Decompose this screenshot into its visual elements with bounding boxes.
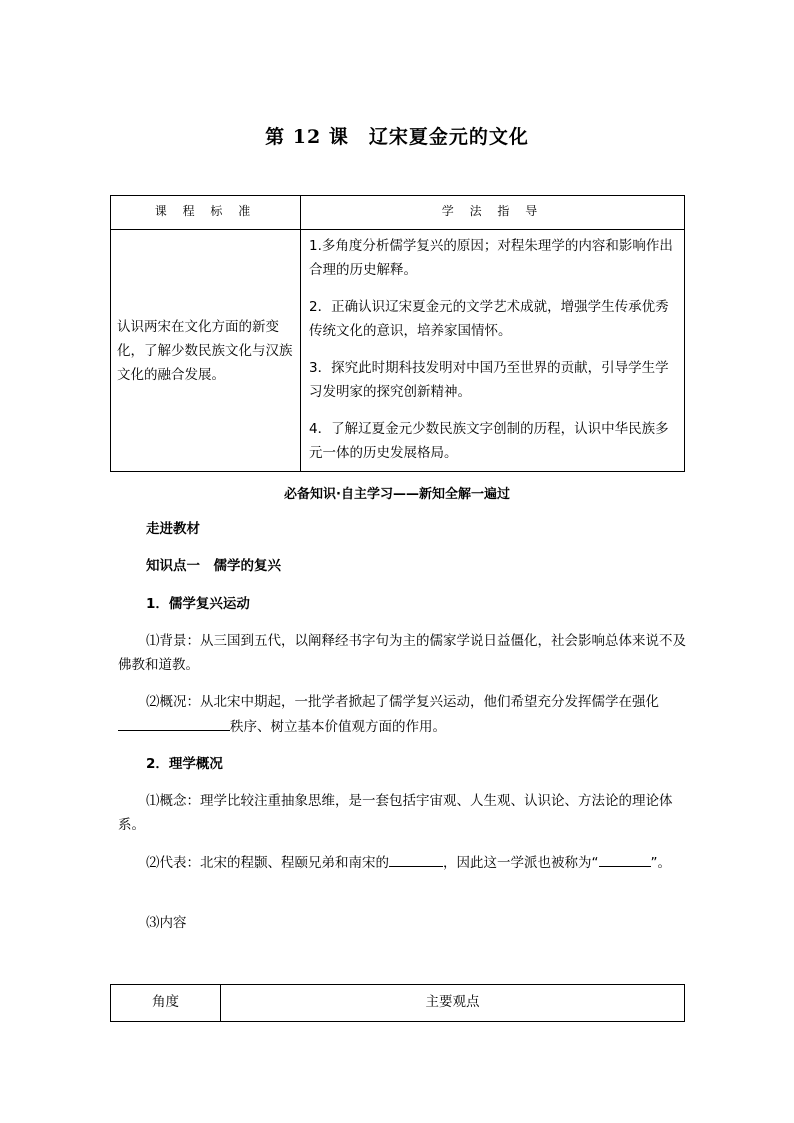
item-content-label: ⑶内容 [146, 915, 187, 931]
study-guide-item: 4．了解辽夏金元少数民族文字创制的历程，认识中华民族多元一体的历史发展格局。 [309, 421, 669, 461]
item-neo-confucianism: 2．理学概况 [146, 756, 223, 772]
paragraph-representatives [118, 850, 686, 875]
header-curriculum-standard: 课 程 标 准 [111, 196, 301, 230]
lesson-title: 第 12 课 辽宋夏金元的文化 [265, 126, 529, 148]
study-guide-item: 2．正确认识辽宋夏金元的文学艺术成就，增强学生传承优秀传统文化的意识，培养家国情怀。 [309, 299, 669, 339]
fill-in-blank[interactable] [389, 850, 443, 867]
paragraph-background: ⑴背景：从三国到五代，以阐释经书字句为主的儒家学说日益僵化，社会影响总体来说不及佛教和道教。 [118, 633, 686, 673]
section-heading: 必备知识·自主学习——新知全解一遍过 [284, 487, 510, 502]
item-revival-movement: 1．儒学复兴运动 [146, 596, 250, 612]
representatives-text-end: ”。 [650, 855, 671, 871]
study-guide-item: 3．探究此时期科技发明对中国乃至世界的贡献，引导学生学习发明家的探究创新精神。 [309, 360, 669, 400]
representatives-text-mid: ，因此这一学派也被称为 [443, 855, 592, 871]
knowledge-point-heading: 知识点一 儒学的复兴 [146, 558, 281, 574]
study-guide-item: 1.多角度分析儒学复兴的原因；对程朱理学的内容和影响作出合理的历史解释。 [309, 238, 673, 278]
curriculum-standards-table [110, 195, 685, 472]
paragraph-concept: ⑴概念：理学比较注重抽象思维，是一套包括宇宙观、人生观、认识论、方法论的理论体系。 [118, 793, 673, 833]
open-quote: “ [591, 855, 599, 871]
overview-text-start: ⑵概况：从北宋中期起，一批学者掀起了儒学复兴运动，他们希望充分发挥儒学在强化 [146, 694, 659, 710]
fill-in-blank[interactable] [118, 714, 230, 731]
viewpoints-table [110, 984, 685, 1022]
column-header-main-viewpoints: 主要观点 [221, 985, 685, 1022]
paragraph-overview [118, 690, 686, 739]
column-header-angle: 角度 [111, 985, 221, 1022]
fill-in-blank[interactable] [599, 850, 651, 867]
curriculum-standard-text: 认识两宋在文化方面的新变化，了解少数民族文化与汉族文化的融合发展。 [111, 230, 301, 472]
study-guide-list [301, 230, 685, 472]
overview-text-end: 秩序、树立基本价值观方面的作用。 [230, 719, 446, 735]
header-study-guide: 学 法 指 导 [301, 196, 685, 230]
walk-in-textbook-heading: 走进教材 [146, 521, 200, 537]
representatives-text-start: ⑵代表：北宋的程颢、程颐兄弟和南宋的 [146, 855, 389, 871]
